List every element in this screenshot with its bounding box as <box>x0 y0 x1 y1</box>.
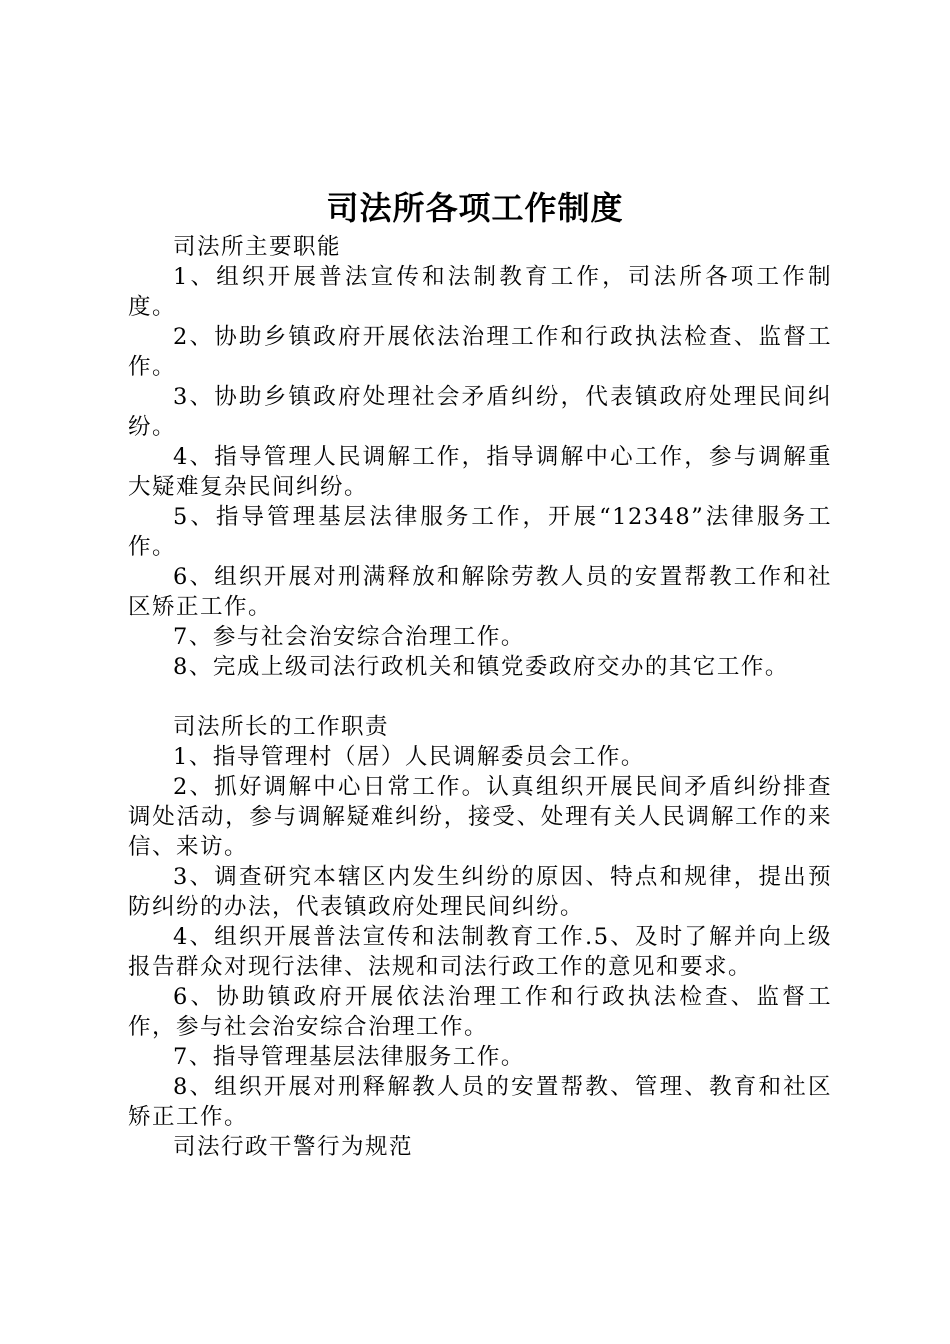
paragraph: 6、组织开展对刑满释放和解除劳教人员的安置帮教工作和社区矫正工作。 <box>128 564 832 620</box>
paragraph: 6、协助镇政府开展依法治理工作和行政执法检查、监督工作，参与社会治安综合治理工作。 <box>128 984 832 1040</box>
paragraph: 7、指导管理基层法律服务工作。 <box>173 1044 525 1070</box>
paragraph: 8、完成上级司法行政机关和镇党委政府交办的其它工作。 <box>173 654 789 680</box>
paragraph: 5、指导管理基层法律服务工作，开展“12348”法律服务工作。 <box>128 504 832 560</box>
paragraph: 4、指导管理人民调解工作，指导调解中心工作，参与调解重大疑难复杂民间纠纷。 <box>128 444 832 500</box>
section-heading-main-functions: 司法所主要职能 <box>173 234 342 260</box>
paragraph: 8、组织开展对刑释解教人员的安置帮教、管理、教育和社区矫正工作。 <box>128 1074 832 1130</box>
document-title: 司法所各项工作制度 <box>326 189 624 227</box>
paragraph: 1、指导管理村（居）人民调解委员会工作。 <box>173 744 645 770</box>
paragraph: 4、组织开展普法宣传和法制教育工作.5、及时了解并向上级报告群众对现行法律、法规和司法行政工作的意见和要求。 <box>128 924 832 980</box>
paragraph: 3、协助乡镇政府处理社会矛盾纠纷，代表镇政府处理民间纠纷。 <box>128 384 832 440</box>
paragraph: 3、调查研究本辖区内发生纠纷的原因、特点和规律，提出预防纠纷的办法，代表镇政府处理民间纠纷。 <box>128 864 832 920</box>
section-heading-director-duties: 司法所长的工作职责 <box>173 714 390 740</box>
paragraph: 1、组织开展普法宣传和法制教育工作，司法所各项工作制度。 <box>128 264 832 320</box>
paragraph: 7、参与社会治安综合治理工作。 <box>173 624 525 650</box>
document-body <box>128 232 832 1162</box>
paragraph: 2、抓好调解中心日常工作。认真组织开展民间矛盾纠纷排查调处活动，参与调解疑难纠纷，接受、处理有关人民调解工作的来信、来访。 <box>128 774 832 860</box>
section-heading-conduct-norms: 司法行政干警行为规范 <box>173 1134 414 1160</box>
paragraph: 2、协助乡镇政府开展依法治理工作和行政执法检查、监督工作。 <box>128 324 832 380</box>
blank-line <box>128 682 832 712</box>
